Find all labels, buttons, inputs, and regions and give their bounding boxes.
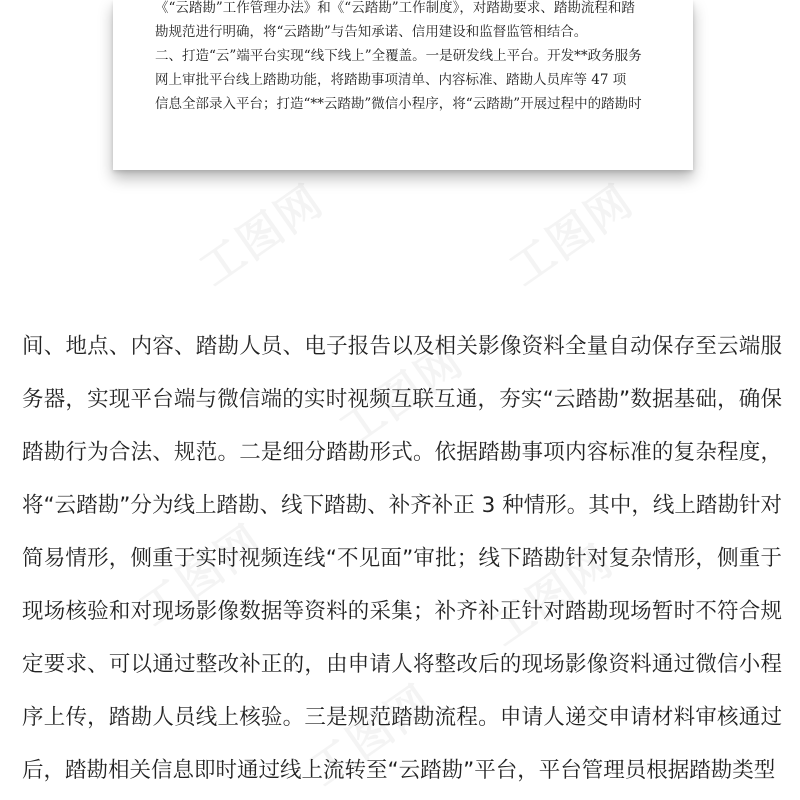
card-text-line: 网上审批平台线上踏勘功能，将踏勘事项清单、内容标准、踏勘人员库等 47 项: [155, 72, 627, 88]
body-text-line: 序上传，踏勘人员线上核验。三是规范踏勘流程。申请人递交申请材料审核通过: [22, 705, 782, 730]
card-text-line: 《“云踏勘”工作管理办法》和《“云踏勘”工作制度》，对踏勘要求、踏勘流程和踏: [155, 0, 635, 16]
card-text-line: 二、打造“云”端平台实现“线下线上”全覆盖。一是研发线上平台。开发**政务服务: [155, 48, 642, 64]
main-paragraph: [22, 320, 782, 797]
watermark-logo: [494, 166, 644, 298]
watermark-logo: [184, 166, 334, 298]
card-text-line: 信息全部录入平台；打造“**云踏勘”微信小程序，将“云踏勘”开展过程中的踏勘时: [155, 96, 642, 112]
document-page-card: [113, 0, 693, 170]
body-text-line: 踏勘行为合法、规范。二是细分踏勘形式。依据踏勘事项内容标准的复杂程度，: [22, 440, 782, 465]
body-text-line: 务器，实现平台端与微信端的实时视频互联互通，夯实“云踏勘”数据基础，确保: [22, 387, 782, 412]
body-text-line: 简易情形，侧重于实时视频连线“不见面”审批；线下踏勘针对复杂情形，侧重于: [22, 546, 782, 571]
body-text-line: 间、地点、内容、踏勘人员、电子报告以及相关影像资料全量自动保存至云端服: [22, 334, 782, 359]
card-text-line: 勘规范进行明确，将“云踏勘”与告知承诺、信用建设和监督监管相结合。: [155, 24, 588, 40]
body-text-line: 定要求、可以通过整改补正的，由申请人将整改后的现场影像资料通过微信小程: [22, 652, 782, 677]
body-text-line: 将“云踏勘”分为线上踏勘、线下踏勘、补齐补正 3 种情形。其中，线上踏勘针对: [22, 493, 782, 518]
card-paragraph: [155, 0, 653, 116]
body-text-line: 现场核验和对现场影像数据等资料的采集；补齐补正针对踏勘现场暂时不符合规: [22, 599, 782, 624]
body-text-line: 后，踏勘相关信息即时通过线上流转至“云踏勘”平台，平台管理员根据踏勘类型: [22, 758, 776, 783]
